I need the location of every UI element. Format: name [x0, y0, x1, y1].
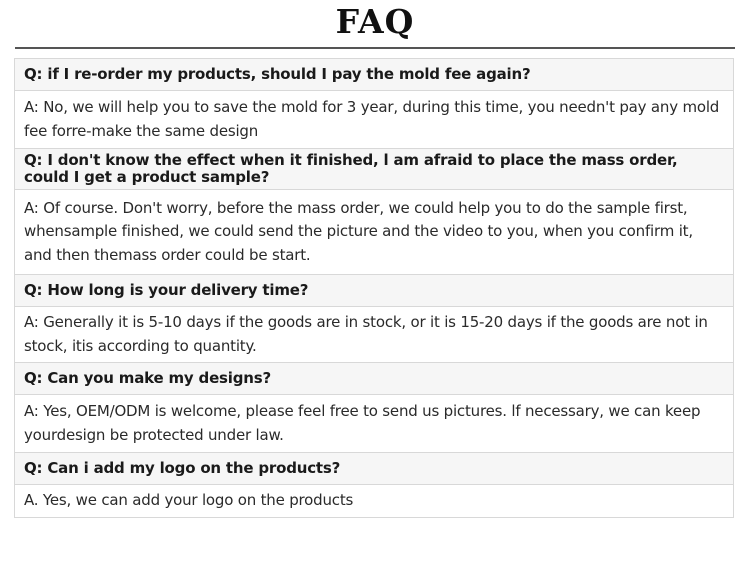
faq-question-text: Q: Can you make my designs?: [24, 369, 271, 387]
faq-answer-1: [15, 91, 733, 149]
title-divider: [15, 47, 735, 49]
faq-answer-text: A. Yes, we can add your logo on the products: [24, 491, 354, 510]
faq-answer-text: A: Of course. Don't worry, before the mass order, we could help you to do the sample first, whensample finished, we could send the picture and the video to you, when you confirm it, and then themass order could be start.: [24, 198, 693, 264]
faq-question-text: Q: Can i add my logo on the products?: [24, 459, 341, 477]
faq-answer-2: [15, 190, 733, 275]
faq-question-1: [15, 59, 733, 91]
faq-answer-text: A: Yes, OEM/ODM is welcome, please feel free to send us pictures. lf necessary, we can keep yourdesign be protected under law.: [24, 402, 701, 444]
faq-question-5: [15, 453, 733, 485]
faq-question-3: [15, 275, 733, 307]
faq-answer-3: [15, 307, 733, 363]
faq-question-2: [15, 149, 733, 190]
faq-question-text: Q: if I re-order my products, should I pay the mold fee again?: [24, 65, 531, 83]
page-title: FAQ: [335, 2, 415, 41]
faq-answer-5: [15, 485, 733, 517]
faq-question-text: Q: How long is your delivery time?: [24, 281, 309, 299]
faq-question-4: [15, 363, 733, 395]
faq-table: [14, 58, 734, 518]
faq-answer-text: A: No, we will help you to save the mold for 3 year, during this time, you needn't pay any mold fee forre-make the same design: [24, 98, 720, 140]
faq-question-text: Q: I don't know the effect when it finished, l am afraid to place the mass order, could I get a product sample?: [24, 151, 678, 186]
faq-answer-4: [15, 395, 733, 453]
faq-answer-text: A: Generally it is 5-10 days if the goods are in stock, or it is 15-20 days if the goods are not in stock, itis according to quantity.: [24, 313, 708, 355]
